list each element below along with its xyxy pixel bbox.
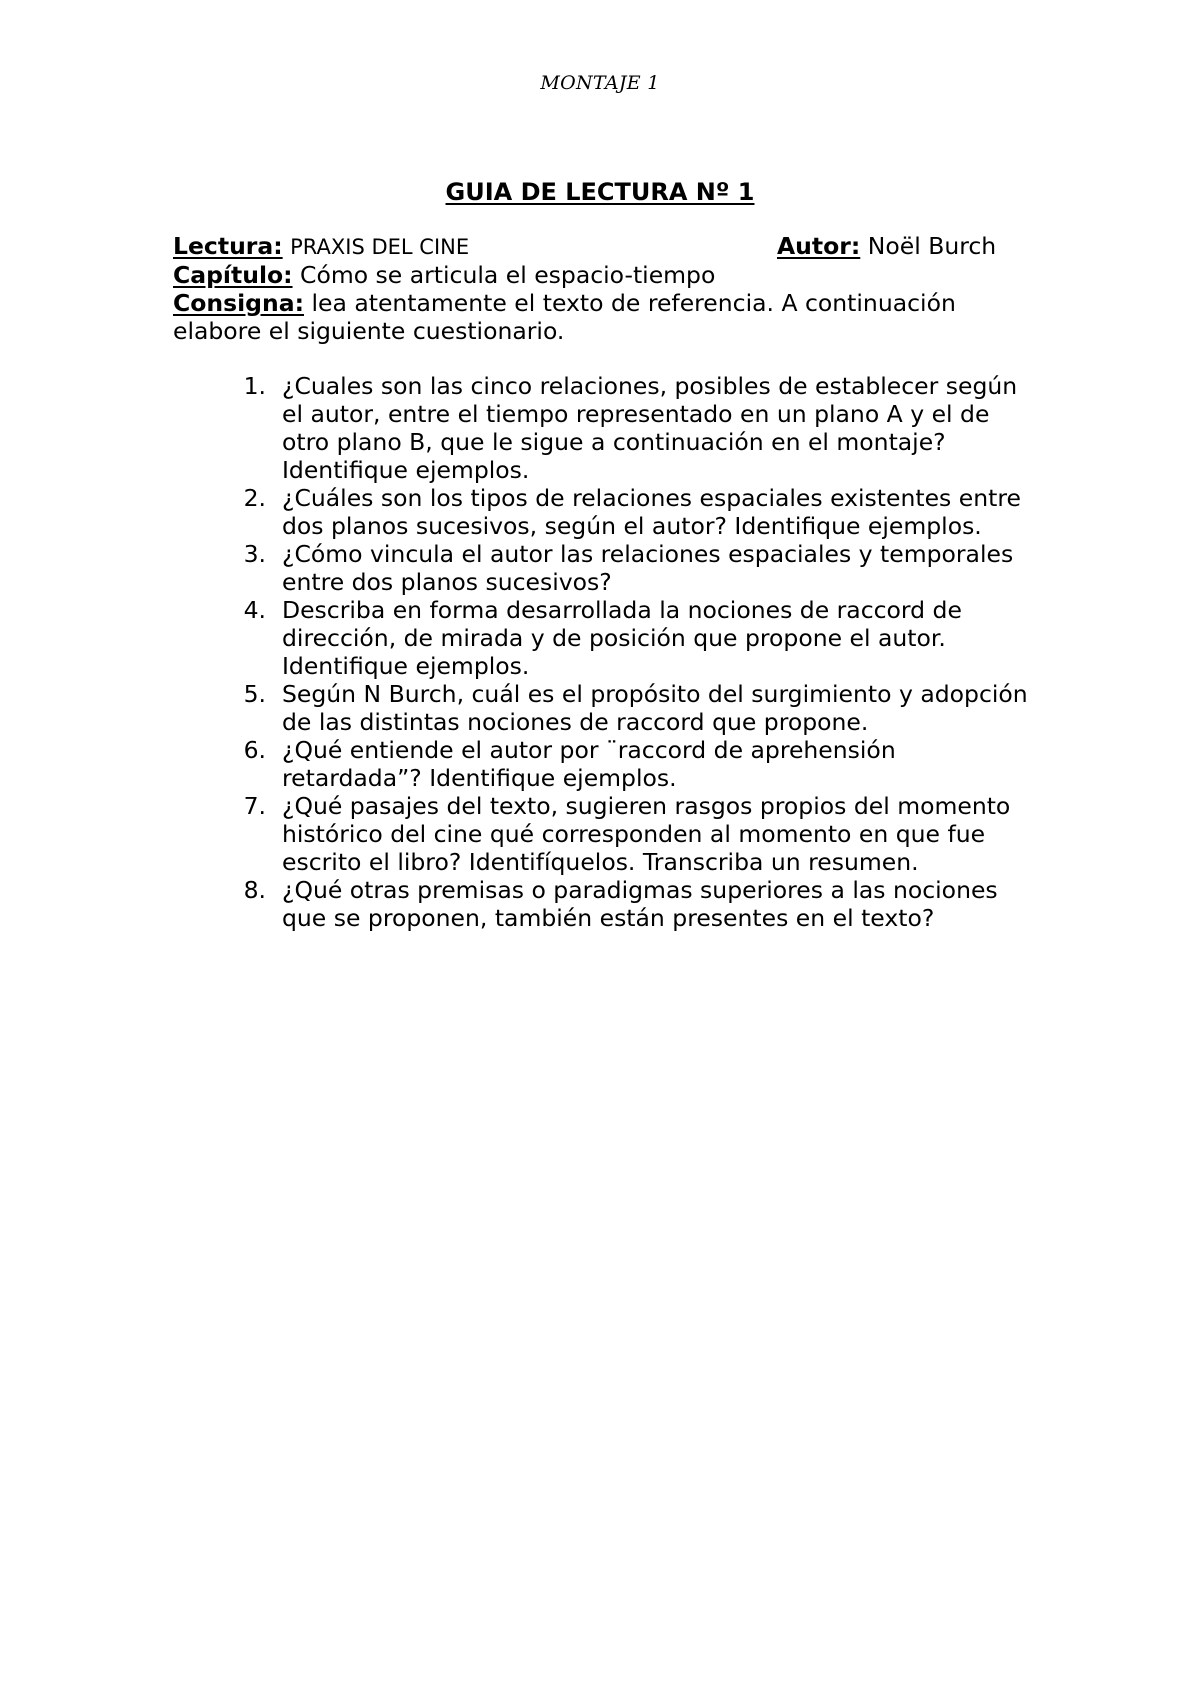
question-number: 2.: [243, 484, 266, 512]
question-text-line: dirección, de mirada y de posición que propone el autor.: [282, 624, 946, 652]
running-header: MONTAJE 1: [540, 72, 660, 94]
capitulo-row: [173, 261, 1053, 289]
question-text-line: el autor, entre el tiempo representado en un plano A y el de: [282, 400, 990, 428]
question-text-line: dos planos sucesivos, según el autor? Identifique ejemplos.: [282, 512, 982, 540]
autor-field: [777, 232, 996, 260]
question-item: [230, 484, 1110, 540]
question-text-line: Identifique ejemplos.: [282, 456, 530, 484]
document-title: GUIA DE LECTURA Nº 1: [445, 178, 755, 206]
question-text-line: Según N Burch, cuál es el propósito del surgimiento y adopción: [282, 680, 1028, 708]
question-text-line: que se proponen, también están presentes en el texto?: [282, 904, 935, 932]
question-text-line: Describa en forma desarrollada la nociones de raccord de: [282, 596, 962, 624]
consigna-row: [173, 289, 1053, 317]
question-number: 4.: [243, 596, 266, 624]
question-number: 6.: [243, 736, 266, 764]
question-text-line: ¿Cómo vincula el autor las relaciones espaciales y temporales: [282, 540, 1014, 568]
question-item: [230, 736, 1110, 792]
consigna-row-continued: [173, 317, 1053, 345]
question-text-line: de las distintas nociones de raccord que propone.: [282, 708, 869, 736]
question-text-line: retardada”? Identifique ejemplos.: [282, 764, 677, 792]
question-item: [230, 792, 1110, 876]
question-number: 7.: [243, 792, 266, 820]
question-text-line: ¿Cuales son las cinco relaciones, posibles de establecer según: [282, 372, 1018, 400]
lectura-label: Lectura:: [173, 232, 283, 260]
capitulo-label: Capítulo:: [173, 261, 293, 289]
consigna-label: Consigna:: [173, 289, 304, 317]
question-text-line: ¿Qué otras premisas o paradigmas superiores a las nociones: [282, 876, 998, 904]
consigna-value-line2: elabore el siguiente cuestionario.: [173, 317, 565, 345]
reading-metadata: [173, 232, 1053, 345]
question-number: 1.: [243, 372, 266, 400]
question-text-line: Identifique ejemplos.: [282, 652, 530, 680]
lectura-value: PRAXIS DEL CINE: [290, 235, 470, 259]
question-text-line: ¿Qué pasajes del texto, sugieren rasgos propios del momento: [282, 792, 1011, 820]
question-number: 8.: [243, 876, 266, 904]
question-text-line: ¿Cuáles son los tipos de relaciones espaciales existentes entre: [282, 484, 1021, 512]
autor-value: Noël Burch: [867, 232, 997, 260]
question-item: [230, 540, 1110, 596]
question-text-line: otro plano B, que le sigue a continuación en el montaje?: [282, 428, 946, 456]
question-text-line: histórico del cine qué corresponden al momento en que fue: [282, 820, 986, 848]
question-number: 3.: [243, 540, 266, 568]
question-text-line: entre dos planos sucesivos?: [282, 568, 612, 596]
question-item: [230, 680, 1110, 736]
question-item: [230, 596, 1110, 680]
questionnaire-list: [230, 372, 1110, 932]
question-text-line: ¿Qué entiende el autor por ¨raccord de aprehensión: [282, 736, 896, 764]
autor-label: Autor:: [777, 232, 861, 260]
lectura-row: [173, 232, 1053, 261]
question-text-line: escrito el libro? Identifíquelos. Transcriba un resumen.: [282, 848, 919, 876]
question-number: 5.: [243, 680, 266, 708]
question-item: [230, 372, 1110, 484]
consigna-value-line1: lea atentamente el texto de referencia. A continuación: [311, 289, 956, 317]
capitulo-value: Cómo se articula el espacio-tiempo: [300, 261, 716, 289]
question-item: [230, 876, 1110, 932]
